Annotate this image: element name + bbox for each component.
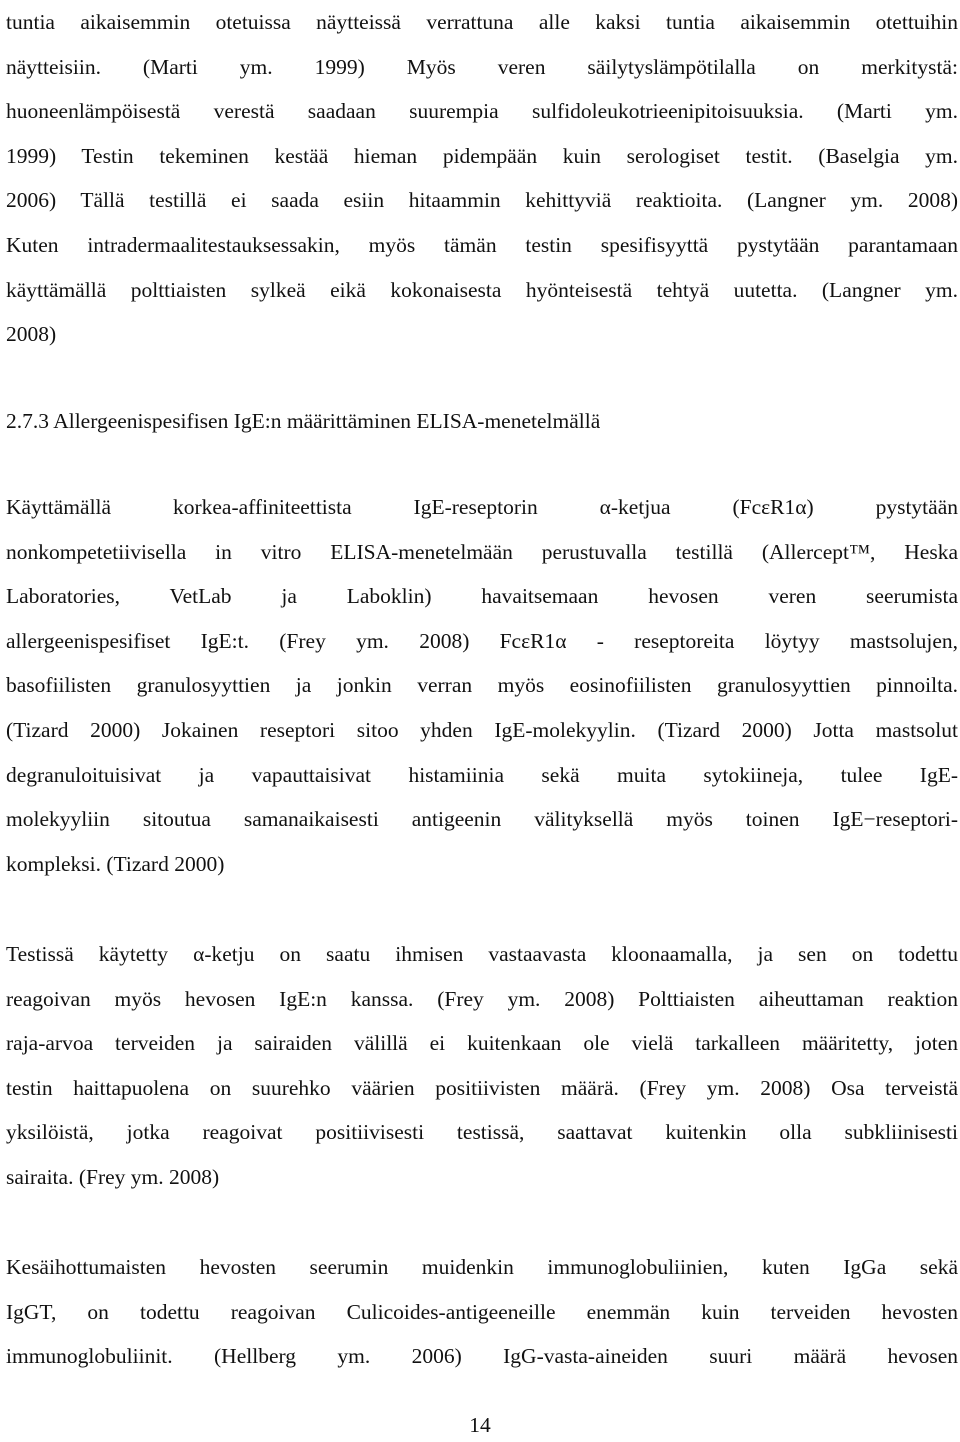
text-line: reagoivan myös hevosen IgE:n kanssa. (Frey ym. 2008) Polttiaisten aiheuttaman reaktion	[6, 986, 958, 1011]
text-line: 2006) Tällä testillä ei saada esiin hitaammin kehittyviä reaktioita. (Langner ym. 2008)	[6, 188, 958, 213]
text-line: immunoglobuliinit. (Hellberg ym. 2006) IgG-vasta-aineiden suuri määrä hevosen	[6, 1344, 958, 1369]
text-line: kompleksi. (Tizard 2000)	[6, 851, 225, 876]
text-line: degranuloituisivat ja vapauttaisivat histamiinia sekä muita sytokiineja, tulee IgE-	[6, 762, 958, 787]
paragraph-alpha-chain	[6, 932, 958, 1200]
text-line: raja-arvoa terveiden ja sairaiden välillä ei kuitenkaan ole vielä tarkalleen määritetty, joten	[6, 1031, 958, 1056]
text-line: nonkompetetiivisella in vitro ELISA-menetelmään perustuvalla testillä (Allercept™, Heska	[6, 539, 958, 564]
text-line: käyttämällä polttiaisten sylkeä eikä kokonaisesta hyönteisestä tehtyä uutetta. (Langner ym.	[6, 277, 958, 302]
text-line: näytteisiin. (Marti ym. 1999) Myös veren säilytyslämpötilalla on merkitystä:	[6, 54, 958, 79]
text-line: IgGT, on todettu reagoivan Culicoides-antigeeneille enemmän kuin terveiden hevosten	[6, 1299, 958, 1324]
text-line: basofiilisten granulosyyttien ja jonkin verran myös eosinofiilisten granulosyyttien pinnoilta.	[6, 673, 958, 698]
paragraph-immunoglobulins	[6, 1245, 958, 1379]
paragraph-sample-timing	[6, 0, 958, 357]
text-line: 1999) Testin tekeminen kestää hieman pidempään kuin serologiset testit. (Baselgia ym.	[6, 143, 958, 168]
paragraph-elisa-method	[6, 485, 958, 886]
text-line: molekyyliin sitoutua samanaikaisesti antigeenin välityksellä myös toinen IgE−reseptori-	[6, 807, 958, 832]
text-line: Kuten intradermaalitestauksessakin, myös tämän testin spesifisyyttä pystytään parantamaan	[6, 232, 958, 257]
text-line: tuntia aikaisemmin otetuissa näytteissä verrattuna alle kaksi tuntia aikaisemmin otettuihin	[6, 10, 958, 34]
text-line: 2008)	[6, 322, 57, 347]
text-line: (Tizard 2000) Jokainen reseptori sitoo yhden IgE-molekyylin. (Tizard 2000) Jotta mastsolut	[6, 717, 958, 742]
text-line: huoneenlämpöisestä verestä saadaan suurempia sulfidoleukotrieenipitoisuuksia. (Marti ym.	[6, 99, 958, 124]
section-heading: 2.7.3 Allergeenispesifisen IgE:n määrittäminen ELISA-menetelmällä	[6, 409, 601, 433]
text-line: Kesäihottumaisten hevosten seerumin muidenkin immunoglobuliinien, kuten IgGa sekä	[6, 1255, 958, 1279]
text-line: allergeenispesifiset IgE:t. (Frey ym. 2008) FcεR1α - reseptoreita löytyy mastsolujen,	[6, 628, 958, 653]
text-line: sairaita. (Frey ym. 2008)	[6, 1164, 220, 1189]
text-line: testin haittapuolena on suurehko väärien positiivisten määrä. (Frey ym. 2008) Osa terveistä	[6, 1075, 958, 1100]
text-line: Käyttämällä korkea-affiniteettista IgE-reseptorin α-ketjua (FcεR1α) pystytään	[6, 495, 958, 519]
page-number: 14	[469, 1413, 491, 1437]
text-line: yksilöistä, jotka reagoivat positiivisesti testissä, saattavat kuitenkin olla subkliinisesti	[6, 1120, 958, 1145]
text-line: Laboratories, VetLab ja Laboklin) havaitsemaan hevosen veren seerumista	[6, 584, 958, 609]
text-line: Testissä käytetty α-ketju on saatu ihmisen vastaavasta kloonaamalla, ja sen on todettu	[6, 942, 958, 966]
